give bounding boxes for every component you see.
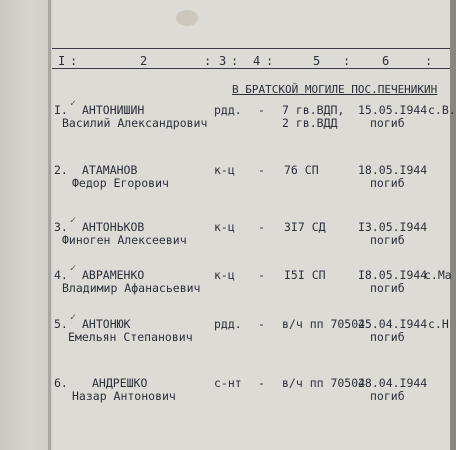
row-unit: в/ч пп 70504 — [282, 317, 366, 331]
row-number: 3. — [54, 220, 68, 234]
row-given-name: Емельян Степанович — [68, 330, 193, 344]
row-rank: рдд. — [214, 317, 242, 331]
row-given-name: Владимир Афанасьевич — [62, 281, 201, 295]
row-surname: АНТОНИШИН — [82, 103, 145, 117]
row-unit-2: 2 гв.ВДД — [282, 116, 338, 130]
row-dash: - — [258, 163, 265, 177]
row-given-name: Финоген Алексеевич — [62, 233, 187, 247]
row-fate: погиб — [370, 281, 405, 295]
row-dash: - — [258, 317, 265, 331]
header-bottom-rule — [52, 68, 450, 69]
row-date: 25.04.I944 — [358, 317, 428, 331]
page-binding-margin — [0, 0, 52, 450]
header-sep-4: : — [266, 54, 275, 68]
header-top-rule — [52, 48, 450, 49]
row-rank: с-нт — [214, 376, 242, 390]
row-fate: погиб — [370, 389, 405, 403]
header-col-1: I — [58, 54, 67, 68]
row-number: 6. — [54, 376, 68, 390]
row-rank: к-ц — [214, 268, 235, 282]
header-sep-3: : — [231, 54, 240, 68]
row-unit: I5I СП — [284, 268, 326, 282]
header-col-2: 2 — [140, 54, 149, 68]
header-sep-2: : — [204, 54, 213, 68]
row-surname: АВРАМЕНКО — [82, 268, 145, 282]
header-sep-6: : — [425, 54, 434, 68]
row-fate: погиб — [370, 233, 405, 247]
row-place: с.Ма — [424, 268, 452, 282]
row-surname: АНДРЕШКО — [92, 376, 148, 390]
row-given-name: Назар Антонович — [72, 389, 176, 403]
row-number: I. — [54, 103, 68, 117]
row-number: 5. — [54, 317, 68, 331]
row-place: с.Н — [428, 317, 449, 331]
row-date: I3.05.I944 — [358, 220, 428, 234]
row-fate: погиб — [370, 116, 405, 130]
row-dash: - — [258, 103, 265, 117]
check-mark: ✓ — [70, 215, 77, 226]
header-col-4: 4 — [253, 54, 262, 68]
row-date: 15.05.I944 — [358, 103, 428, 117]
header-col-5: 5 — [313, 54, 322, 68]
paper-stain — [176, 10, 198, 26]
row-dash: - — [258, 220, 265, 234]
check-mark: ✓ — [70, 312, 77, 323]
row-rank: рдд. — [214, 103, 242, 117]
row-surname: АТАМАНОВ — [82, 163, 138, 177]
row-dash: - — [258, 376, 265, 390]
row-unit: 3I7 СД — [284, 220, 326, 234]
header-col-3: 3 — [219, 54, 228, 68]
section-title: В БРАТСКОЙ МОГИЛЕ ПОС.ПЕЧЕНИКИН — [232, 83, 438, 96]
check-mark: ✓ — [70, 263, 77, 274]
header-sep-1: : — [70, 54, 79, 68]
row-rank: к-ц — [214, 220, 235, 234]
row-unit: в/ч пп 70504 — [282, 376, 366, 390]
row-unit: 76 СП — [284, 163, 319, 177]
row-surname: АНТОНЬКОВ — [82, 220, 145, 234]
row-given-name: Федор Егорович — [72, 176, 169, 190]
row-date: I8.05.I944 — [358, 268, 428, 282]
row-fate: погиб — [370, 176, 405, 190]
header-col-6: 6 — [382, 54, 391, 68]
row-date: 18.05.I944 — [358, 163, 428, 177]
row-number: 4. — [54, 268, 68, 282]
row-place: с.В. — [428, 103, 456, 117]
header-sep-5: : — [343, 54, 352, 68]
row-surname: АНТОНЮК — [82, 317, 131, 331]
row-unit: 7 гв.ВДП, — [282, 103, 345, 117]
page-fold-line — [48, 0, 51, 450]
row-rank: к-ц — [214, 163, 235, 177]
check-mark: ✓ — [70, 98, 77, 109]
row-given-name: Василий Александрович — [62, 116, 208, 130]
row-dash: - — [258, 268, 265, 282]
row-date: 28.04.I944 — [358, 376, 428, 390]
row-number: 2. — [54, 163, 68, 177]
row-fate: погиб — [370, 330, 405, 344]
